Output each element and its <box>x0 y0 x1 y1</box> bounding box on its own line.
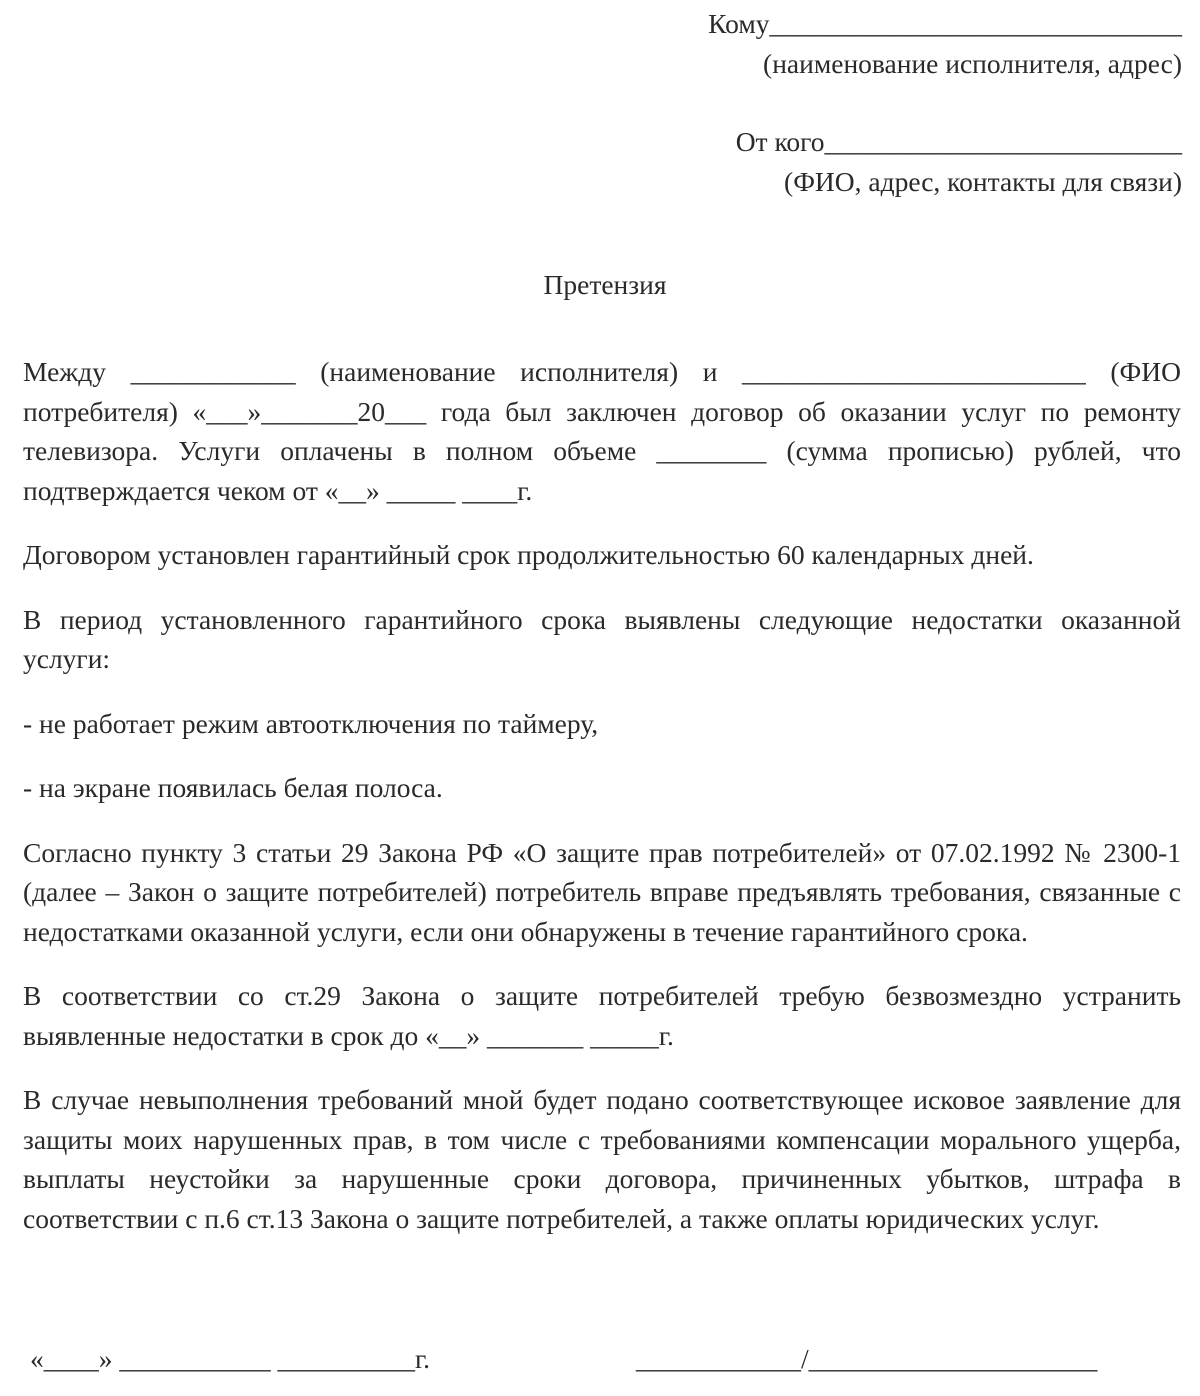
list-item-defect-stripe: - на экране появилась белая полоса. <box>23 772 443 803</box>
paragraph-warning: В случае невыполнения требований мной будет подано соответствующее исковое заявление для защиты моих нарушенных прав, в том числе с требованиями компенсации морального ущерба, выплаты неустойки за нарушенные сроки договора, причиненных убытков, штрафа в соответствии с п.6 ст.13 Закона о защите потребителей, а также оплаты юридических услуг. <box>23 1084 1181 1234</box>
document-body <box>23 352 1181 1263</box>
recipient-line: Кому______________________________ <box>708 8 1182 39</box>
signature-line: ____________/_____________________ <box>636 1343 1098 1374</box>
list-item-defect-timer: - не работает режим автоотключения по таймеру, <box>23 707 599 739</box>
date-line: «____» ___________ __________г. <box>30 1343 431 1374</box>
document-title: Претензия <box>543 269 667 300</box>
recipient-hint: (наименование исполнителя, адрес) <box>763 48 1182 79</box>
paragraph-law-reference: Согласно пункту 3 статьи 29 Закона РФ «О защите прав потребителей» от 07.02.1992 № 2300-1 (далее – Закон о защите потребителей) потребитель вправе предъявлять требования, связанные с недостатками оказанной услуги, если они обнаружены в течение гарантийного срока. <box>23 836 1181 947</box>
paragraph-defects-intro: В период установленного гарантийного срока выявлены следующие недостатки оказанной услуги: <box>23 603 1181 674</box>
paragraph-contract: Между ____________ (наименование исполнителя) и _________________________ (ФИО потребителя) «___»_______20___ года был заключен договор об оказании услуг по ремонту телевизора. Услуги оплачены в полном объеме ________ (сумма прописью) рублей, что подтверждается чеком от «__» _____ ____г. <box>23 356 1181 506</box>
sender-hint: (ФИО, адрес, контакты для связи) <box>784 166 1182 197</box>
paragraph-demand: В соответствии со ст.29 Закона о защите потребителей требую безвозмездно устранить выявленные недостатки в срок до «__» _______ _____г. <box>23 980 1181 1051</box>
paragraph-warranty: Договором установлен гарантийный срок продолжительностью 60 календарных дней. <box>23 539 1034 570</box>
sender-line: От кого__________________________ <box>735 126 1182 157</box>
